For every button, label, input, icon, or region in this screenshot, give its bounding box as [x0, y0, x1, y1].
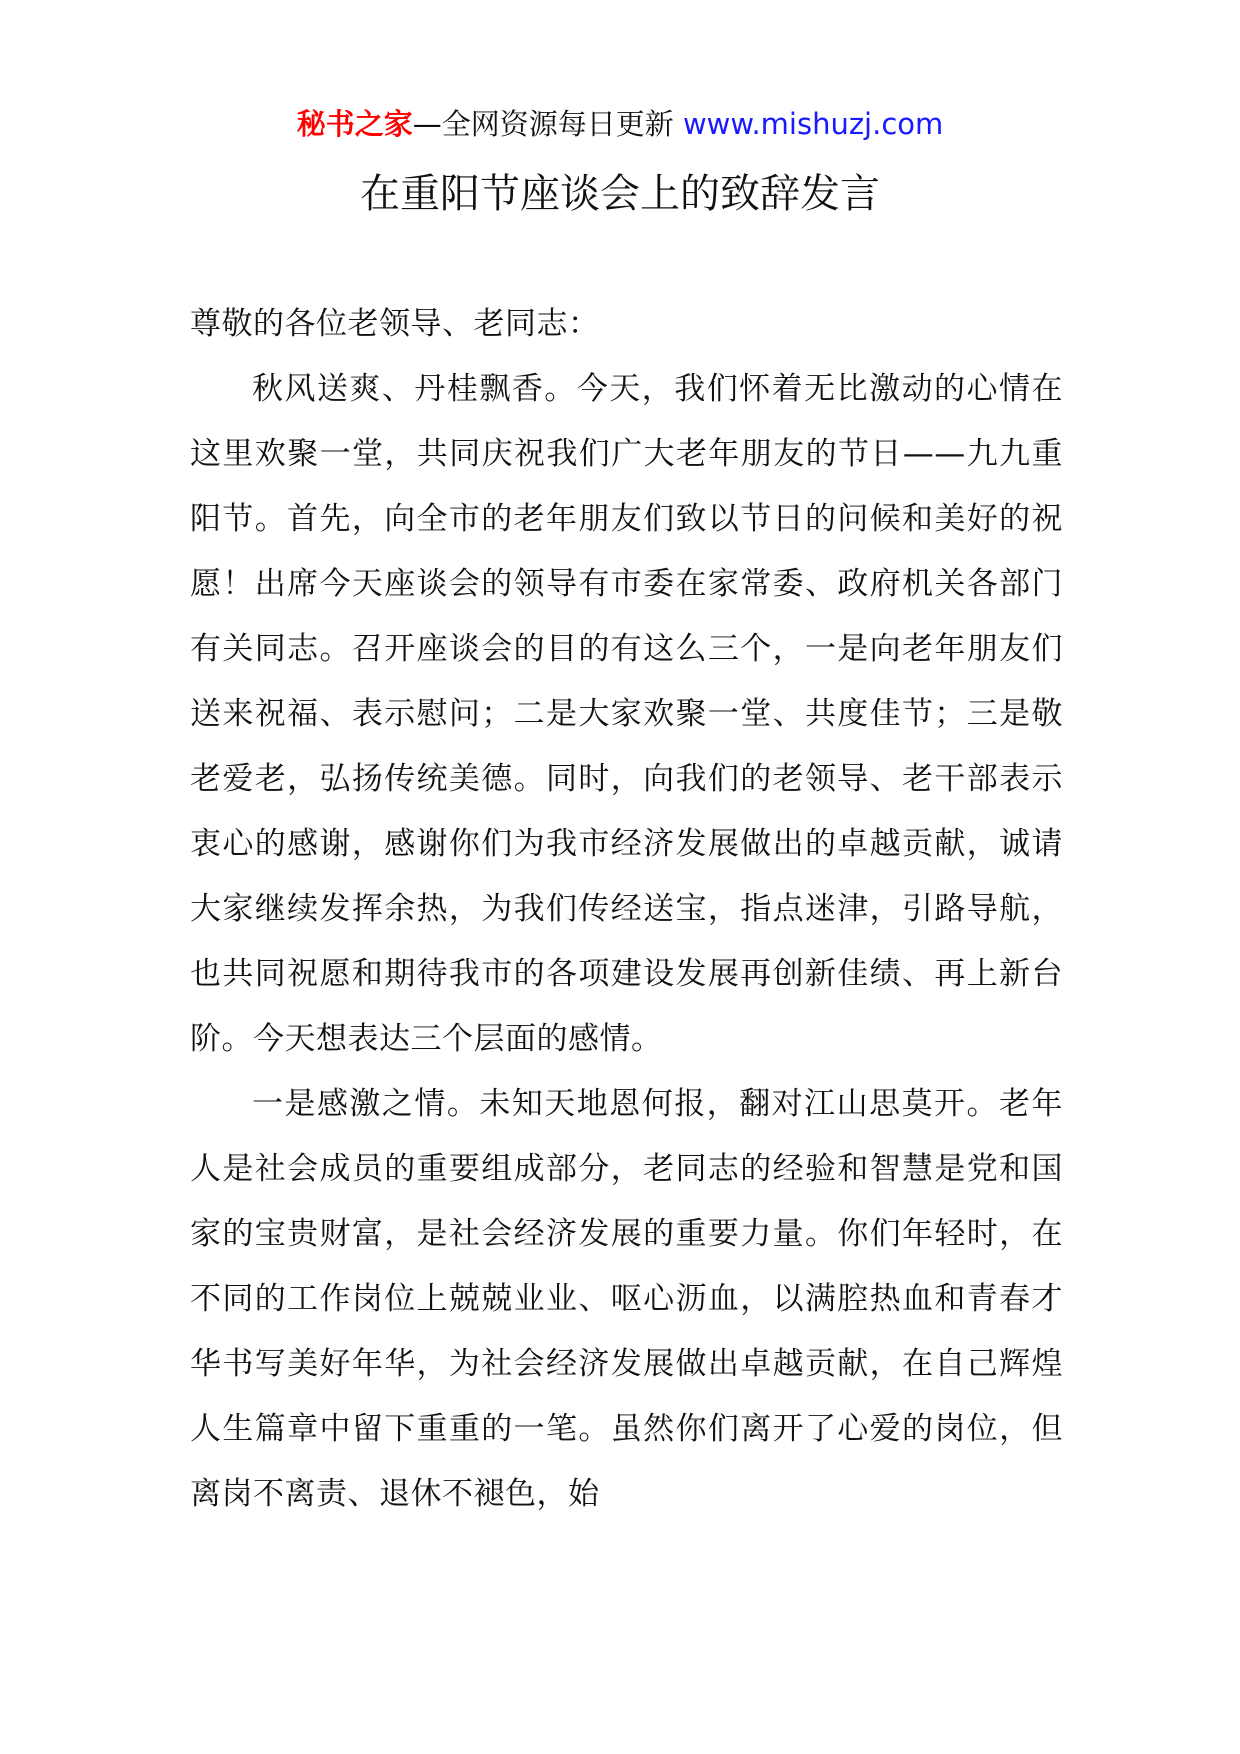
header-tagline: —全网资源每日更新 [412, 107, 683, 141]
site-url-link[interactable]: www.mishuzj.com [682, 107, 944, 141]
salutation: 尊敬的各位老领导、老同志： [190, 306, 600, 342]
paragraph-1: 秋风送爽、丹桂飘香。今天，我们怀着无比激动的心情在这里欢聚一堂，共同庆祝我们广大老年朋友的节日——九九重阳节。首先，向全市的老年朋友们致以节日的问候和美好的祝愿！出席今天座谈会的领导有市委在家常委、政府机关各部门有关同志。召开座谈会的目的有这么三个，一是向老年朋友们送来祝福、表示慰问；二是大家欢聚一堂、共度佳节；三是敬老爱老，弘扬传统美德。同时，向我们的老领导、老干部表示衷心的感谢，感谢你们为我市经济发展做出的卓越贡献，诚请大家继续发挥余热，为我们传经送宝，指点迷津，引路导航，也共同祝愿和期待我市的各项建设发展再创新佳绩、再上新台阶。今天想表达三个层面的感情。 [190, 371, 1063, 1057]
document-title: 在重阳节座谈会上的致辞发言 [360, 171, 880, 217]
site-header [0, 104, 1240, 144]
paragraph-2: 一是感激之情。未知天地恩何报，翻对江山思莫开。老年人是社会成员的重要组成部分，老同志的经验和智慧是党和国家的宝贵财富，是社会经济发展的重要力量。你们年轻时，在不同的工作岗位上兢兢业业、呕心沥血，以满腔热血和青春才华书写美好年华，为社会经济发展做出卓越贡献，在自己辉煌人生篇章中留下重重的一笔。虽然你们离开了心爱的岗位，但离岗不离责、退休不褪色，始 [190, 1086, 1063, 1512]
document-body [190, 292, 1063, 1527]
brand-name: 秘书之家 [296, 107, 413, 141]
